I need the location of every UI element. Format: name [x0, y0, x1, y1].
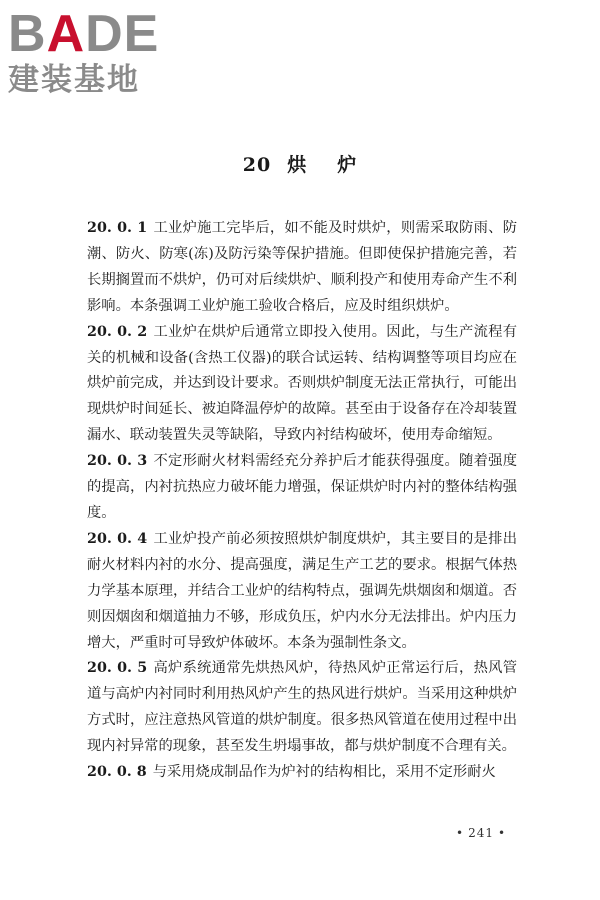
paragraph	[87, 760, 517, 786]
clause-number: 20. 0. 1	[87, 220, 148, 236]
chapter-number: 20	[242, 154, 272, 176]
clause-text: 不定形耐火材料需经充分养护后才能获得强度。随着强度的提高，内衬抗热应力破坏能力增强，保证烘炉时内衬的整体结构强度。	[87, 453, 518, 521]
clause-text: 高炉系统通常先烘热风炉，待热风炉正常运行后，热风管道与高炉内衬同时利用热风炉产生的热风进行烘炉。当采用这种烘炉方式时，应注意热风管道的烘炉制度。很多热风管道在使用过程中出现内衬异常的现象，甚至发生坍塌事故，都与烘炉制度不合理有关。	[87, 660, 518, 755]
chapter-title	[0, 150, 600, 177]
clause-number: 20. 0. 8	[87, 764, 147, 781]
logo-letter: B	[8, 5, 47, 63]
paragraph	[87, 449, 517, 527]
clause-number: 20. 0. 3	[87, 453, 148, 470]
logo-wordmark	[8, 5, 178, 63]
clause-number: 20. 0. 5	[87, 660, 148, 677]
chapter-title-char-2: 炉	[337, 154, 358, 176]
page-number: • 241 •	[456, 826, 507, 840]
logo-subtitle: 建装基地	[8, 62, 140, 98]
clause-number: 20. 0. 2	[87, 323, 148, 340]
chapter-title-char-1: 烘	[287, 154, 308, 176]
clause-number: 20. 0. 4	[87, 530, 148, 547]
paragraph	[87, 527, 517, 657]
clause-text: 工业炉在烘炉后通常立即投入使用。因此，与生产流程有关的机械和设备(含热工仪器)的联合试运转、结构调整等项目均应在烘炉前完成，并达到设计要求。否则烘炉制度无法正常执行，可能出现烘炉时间延长、被迫降温停炉的故障。甚至由于设备存在冷却装置漏水、联动装置失灵等缺陷，导致内衬结构破坏，使用寿命缩短。	[87, 323, 518, 444]
paragraph	[87, 216, 517, 320]
clause-text: 与采用烧成制品作为炉衬的结构相比，采用不定形耐火	[152, 764, 496, 781]
logo-accent-letter: A	[46, 5, 86, 63]
clause-text: 工业炉施工完毕后，如不能及时烘炉，则需采取防雨、防潮、防火、防寒(冻)及防污染等保护措施。但即使保护措施完善，若长期搁置而不烘炉，仍可对后续烘炉、顺利投产和使用寿命产生不利影响。本条强调工业炉施工验收合格后，应及时组织烘炉。	[87, 220, 518, 314]
paragraph	[87, 656, 517, 760]
page-number-value: 241	[468, 826, 494, 840]
logo-letters: DE	[85, 5, 160, 63]
body-text	[87, 216, 517, 786]
clause-text: 工业炉投产前必须按照烘炉制度烘炉，其主要目的是排出耐火材料内衬的水分、提高强度，满足生产工艺的要求。根据气体热力学基本原理，并结合工业炉的结构特点，强调先烘烟囱和烟道。否则因烟囱和烟道抽力不够，形成负压，炉内水分无法排出。炉内压力增大，严重时可导致炉体破坏。本条为强制性条文。	[87, 530, 518, 651]
paragraph	[87, 320, 517, 450]
logo	[8, 5, 178, 98]
